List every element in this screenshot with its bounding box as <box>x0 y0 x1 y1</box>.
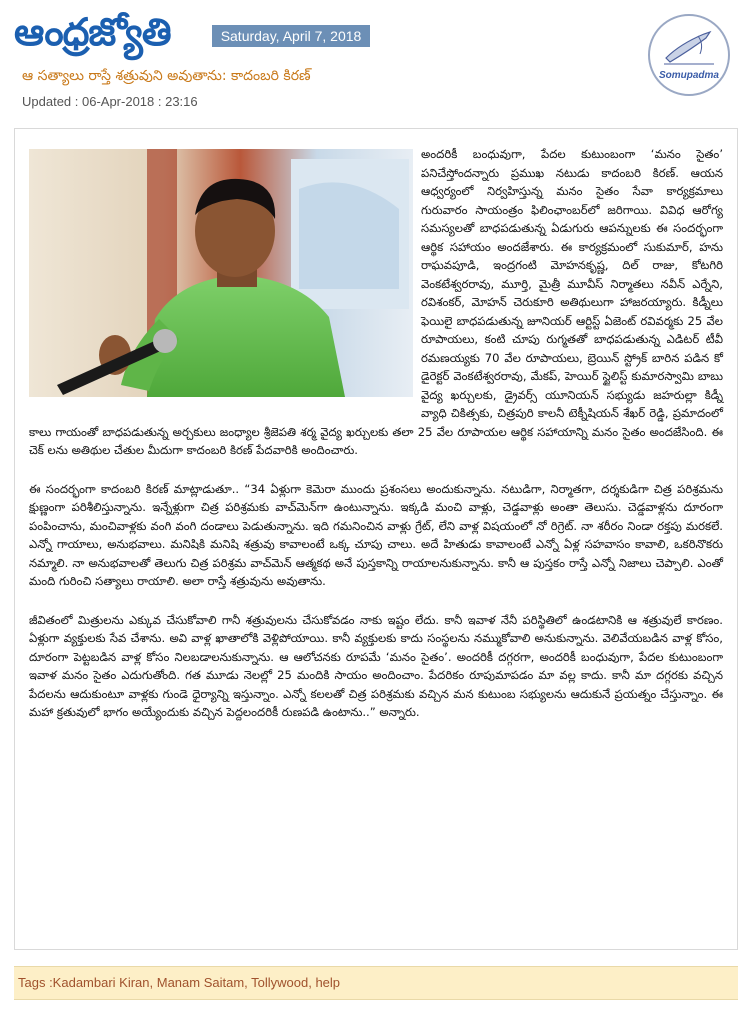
seal-label: Somupadma <box>658 70 719 81</box>
site-logo[interactable]: ఆంధ్రజ్యోతి <box>14 10 171 54</box>
article-text <box>29 145 723 742</box>
article-paragraph: జీవితంలో మిత్రులను ఎక్కువ చేసుకోవాలి గానీ శత్రువులను చేసుకోవడం నాకు ఇష్టం లేదు. కానీ ఇవాళ నేనీ పరిస్థితిలో ఉండటానికి ఆ శత్రువులే కారణం. ఏళ్లుగా వ్యక్తులకు సేవ చేశాను. అవి వాళ్ల ఖాతాలోకి వెళ్లిపోయాయి. కానీ వ్యక్తులకు కాదు సంస్థలను నమ్ముకోవాలి అనుకున్నాను. వెలివేయబడిన వాళ్ల కోసం, దూరంగా పెట్టబడిన వాళ్ల కోసం నిలబడాలనుకున్నాను. ఆ ఆలోచనకు రూపమే ‘మనం సైతం’. అందరికీ దగ్గరగా, అందరికీ బంధువుగా, పేదల కుటుంబంగా ఇవాళ మనం సైతం ఎదుగుతోంది. గత మూడు నెలల్లో 25 మందికి సాయం అందించాం. పేదరికం రూపుమాపడం మా వల్ల కాదు. కానీ మా దగ్గరకు వచ్చిన పేదలను ఆదుకుంటూ వాళ్లకు గుండె ధైర్యాన్ని ఇస్తున్నాం. ఎన్నో కలలతో చిత్ర పరిశ్రమకు వచ్చిన మన కుటుంబ సభ్యులను ఆదుకునే ప్రయత్నం చేస్తున్నాం. ఈ మహా క్రతువులో భాగం అయ్యేందుకు వచ్చిన పెద్దలందరికీ రుణపడి ఉంటాను..” అన్నారు. <box>29 612 723 719</box>
article-body <box>14 128 738 950</box>
article-paragraph: అందరికీ బంధువుగా, పేదల కుటుంబంగా ‘మనం సైతం’ పనిచేస్తోందన్నారు ప్రముఖ నటుడు కాదంబరి కిరణ్‌. ఆయన ఆధ్వర్యంలో నిర్వహిస్తున్న మనం సైతం సేవా కార్యక్రమాలు గురువారం సాయంత్రం ఫిలింఛాంబర్‌లో జరిగాయి. వివిధ ఆరోగ్య సమస్యలతో బాధపడుతున్న ఏడుగురు ఆపన్నులకు ఈ సందర్భంగా ఆర్థిక సహాయం అందజేశారు. ఈ కార్యక్రమంలో సుకుమార్‌, హను రాఘవపూడి, ఇంద్రగంటి మోహనకృష్ణ, దిల్‌ రాజు, కోటగిరి వెంకటేశ్వరరావు, మూర్తి, మైత్రీ మూవీస్‌ నిర్మాతలు నవీన్‌ ఎర్నేని, రవిశంకర్‌, మోహన్‌ చెరుకూరి అతిథులుగా హాజరయ్యారు. కిడ్నీలు ఫెయిలై బాధపడుతున్న జూనియర్‌ ఆర్టిస్ట్‌ ఏజెంట్‌ రవివర్మకు 25 వేల రూపాయలు, కంటి చూపు రుగ్మతతో బాధపడుతున్న ఎడిటర్‌ టీవీ రమణయ్యకు 70 వేల రూపాయలు, బ్రెయిన్‌ స్ట్రోక్‌ బారిన పడిన కో డైరెక్టర్‌ వెంకటేశ్వరరావు, మేకప్‌, హెయిర్‌ స్టైలిస్ట్‌ కుమారస్వామి బాబు వైద్య ఖర్చులకు, డ్రైవర్స్‌ యూనియన్‌ సభ్యుడు జహరుల్లా కిడ్నీ వ్యాధి చికిత్సకు, చిత్రపురి కాలనీ టెక్నీషియన్‌ శేఖర్‌ రెడ్డి, ప్రమాదంలో కాలు గాయంతో బాధపడుతున్న అర్చకులు జంధ్యాల శ్రీజెపతి శర్మ వైద్య ఖర్చులకు తలా 25 వేల రూపాయల ఆర్థిక సహాయాన్ని మనం సైతం అందజేసింది. ఈ చెక్‌ లను అతిథుల చేతుల మీదుగా కాదంబరి కిరణ్‌ పేదవారికి అందించారు. <box>29 147 723 457</box>
updated-timestamp: Updated : 06-Apr-2018 : 23:16 <box>22 94 198 109</box>
date-badge: Saturday, April 7, 2018 <box>212 25 370 47</box>
masthead <box>0 0 753 118</box>
article-headline: ఆ సత్యాలు రాస్తే శత్రువుని అవుతాను: కాదంబరి కిరణ్ <box>22 68 311 84</box>
article-paragraph: ఈ సందర్భంగా కాదంబరి కిరణ్‌ మాట్లాడుతూ.. “34 ఏళ్లుగా కెమెరా ముందు ప్రశంసలు అందుకున్నాను. నటుడిగా, నిర్మాతగా, దర్శకుడిగా చిత్ర పరిశ్రమను క్షుణ్ణంగా పరిశీలిస్తున్నాను. ఇన్నేళ్లుగా చిత్ర పరిశ్రమకు వాచ్‌మెన్‌గా ఉంటున్నాను. ఇక్కడి మంచి వాళ్లు, చెడ్డవాళ్లు అంతా తెలుసు. చెడ్డవాళ్లను దూరంగా పంపించాను, మంచివాళ్లకు వంగి వంగి దండాలు పెడుతున్నాను. ఇది గమనించిన వాళ్లు గ్రేట్‌, లేని వాళ్ల విషయంలో నో రిగ్రెట్‌. నా శరీరం నిండా రక్తపు మరకలే. ఎన్నో గాయాలు, అనుభవాలు. మనిషికి మనిషి శత్రువు కావాలంటే ఒక్క చూపు చాలు. అదే హితుడు కావాలంటే ఎన్నో ఏళ్ల సహవాసం కావాలి, ఒకరినొకరు నమ్మాలి. నా అనుభవాలతో తెలుగు చిత్ర పరిశ్రమ వాచ్‌మెన్‌ ఆత్మకథ అనే పుస్తకాన్ని రాయాలనుకున్నాను. కానీ ఆ పుస్తకం రాస్తే ఎన్నో నిజాలు చెప్పాలి. ఎంతో మంది గురించి సత్యాలు రాయాలి. అలా రాస్తే శత్రువును అవుతాను. <box>29 481 723 588</box>
pen-icon <box>660 24 720 68</box>
somupadma-seal <box>648 14 730 96</box>
article-tags[interactable]: Tags :Kadambari Kiran, Manam Saitam, Tollywood, help <box>14 966 738 1000</box>
